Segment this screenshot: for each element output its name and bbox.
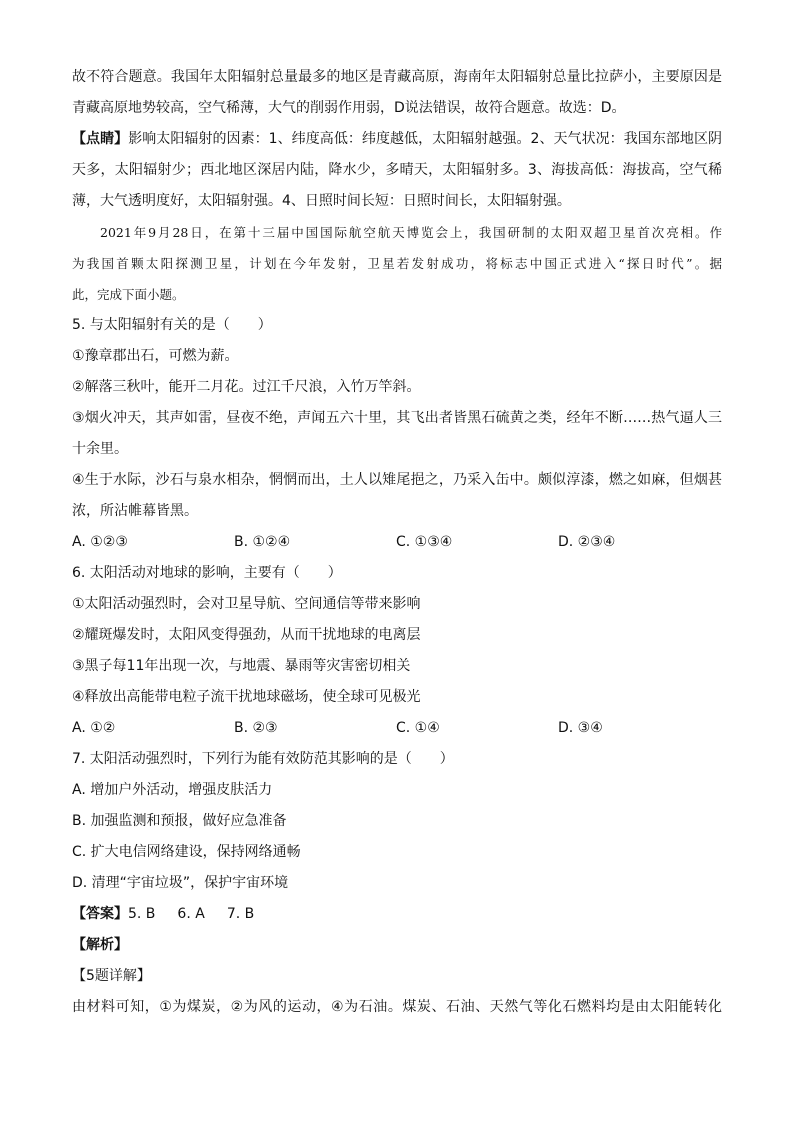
q7-option-c[interactable]: C. 扩大电信网络建设，保持网络通畅 <box>72 844 301 860</box>
point-text-1: 影响太阳辐射的因素：1、纬度高低：纬度越低，太阳辐射越强。2、天气状况：我国东部地区阴 <box>128 131 722 147</box>
q5-item-1: ①豫章郡出石，可燃为薪。 <box>72 348 239 364</box>
q5-item-4-line-1: ④生于水际，沙石与泉水相杂，惘惘而出，土人以雉尾挹之，乃采入缶中。颇似淳漆，燃之如麻，但烟甚 <box>72 472 722 488</box>
q6-options <box>72 713 722 744</box>
point-line-3: 薄，大气透明度好，太阳辐射强。4、日照时间长短：日照时间长，太阳辐射强。 <box>72 193 571 209</box>
point-line-1 <box>72 124 722 155</box>
q5-option-a[interactable]: A. ①②③ <box>72 534 128 550</box>
q5-option-d[interactable]: D. ②③④ <box>558 534 616 550</box>
q6-option-b[interactable]: B. ②③ <box>234 720 278 736</box>
q5-option-c[interactable]: C. ①③④ <box>396 534 453 550</box>
q5-item-4-line-2: 浓，所沾帷幕皆黑。 <box>72 503 198 519</box>
q6-stem: 6. 太阳活动对地球的影响，主要有（ ） <box>72 565 342 581</box>
q5-stem: 5. 与太阳辐射有关的是（ ） <box>72 317 272 333</box>
passage-line-3: 此，完成下面小题。 <box>72 287 185 302</box>
q6-item-2: ②耀斑爆发时，太阳风变得强劲，从而干扰地球的电离层 <box>72 627 421 643</box>
answer-row <box>72 899 722 930</box>
q5-item-3-line-1: ③烟火冲天，其声如雷，昼夜不绝，声闻五六十里，其飞出者皆黑石硫黄之类，经年不断……热气逼人三 <box>72 410 722 426</box>
q5-item-3-line-2: 十余里。 <box>72 441 128 457</box>
q6-option-a[interactable]: A. ①② <box>72 720 116 736</box>
point-badge: 【点睛】 <box>72 131 129 147</box>
intro-line-2: 青藏高原地势较高，空气稀薄，大气的削弱作用弱，D说法错误，故符合题意。故选：D。 <box>72 100 626 116</box>
q6-option-c[interactable]: C. ①④ <box>396 720 440 736</box>
answer-badge: 【答案】 <box>72 906 128 922</box>
q5-item-2: ②解落三秋叶，能开二月花。过江千尺浪，入竹万竿斜。 <box>72 379 421 395</box>
passage-line-1: 2021年9月28日，在第十三届中国国际航空航天博览会上，我国研制的太阳双超卫星首次亮相。作 <box>100 225 722 240</box>
q6-item-1: ①太阳活动强烈时，会对卫星导航、空间通信等带来影响 <box>72 596 421 612</box>
q5-option-b[interactable]: B. ①②④ <box>234 534 291 550</box>
answer-7: 7. B <box>226 906 255 922</box>
intro-line-1: 故不符合题意。我国年太阳辐射总量最多的地区是青藏高原，海南年太阳辐射总量比拉萨小，主要原因是 <box>72 69 722 85</box>
q5-options <box>72 527 722 558</box>
q6-item-3: ③黑子每11年出现一次，与地震、暴雨等灾害密切相关 <box>72 658 411 674</box>
q7-stem: 7. 太阳活动强烈时，下列行为能有效防范其影响的是（ ） <box>72 751 454 767</box>
document-page <box>72 62 722 1023</box>
detail-badge: 【5题详解】 <box>72 968 151 984</box>
q6-option-d[interactable]: D. ③④ <box>558 720 603 736</box>
q6-item-4: ④释放出高能带电粒子流干扰地球磁场，使全球可见极光 <box>72 689 421 705</box>
answer-6: 6. A <box>177 906 205 922</box>
q7-option-d[interactable]: D. 清理“宇宙垃圾”，保护宇宙环境 <box>72 875 289 891</box>
passage-line-2: 为我国首颗太阳探测卫星，计划在今年发射，卫星若发射成功，将标志中国正式进入“探日时代”。据 <box>72 256 722 271</box>
q7-option-a[interactable]: A. 增加户外活动，增强皮肤活力 <box>72 782 273 798</box>
analysis-badge: 【解析】 <box>72 937 128 953</box>
detail-line: 由材料可知，①为煤炭，②为风的运动，④为石油。煤炭、石油、天然气等化石燃料均是由太阳能转化 <box>72 999 722 1015</box>
q7-option-b[interactable]: B. 加强监测和预报，做好应急准备 <box>72 813 287 829</box>
answer-5: 5. B <box>128 906 156 922</box>
point-line-2: 天多，太阳辐射少；西北地区深居内陆，降水少，多晴天，太阳辐射多。3、海拔高低：海拔高，空气稀 <box>72 162 722 178</box>
